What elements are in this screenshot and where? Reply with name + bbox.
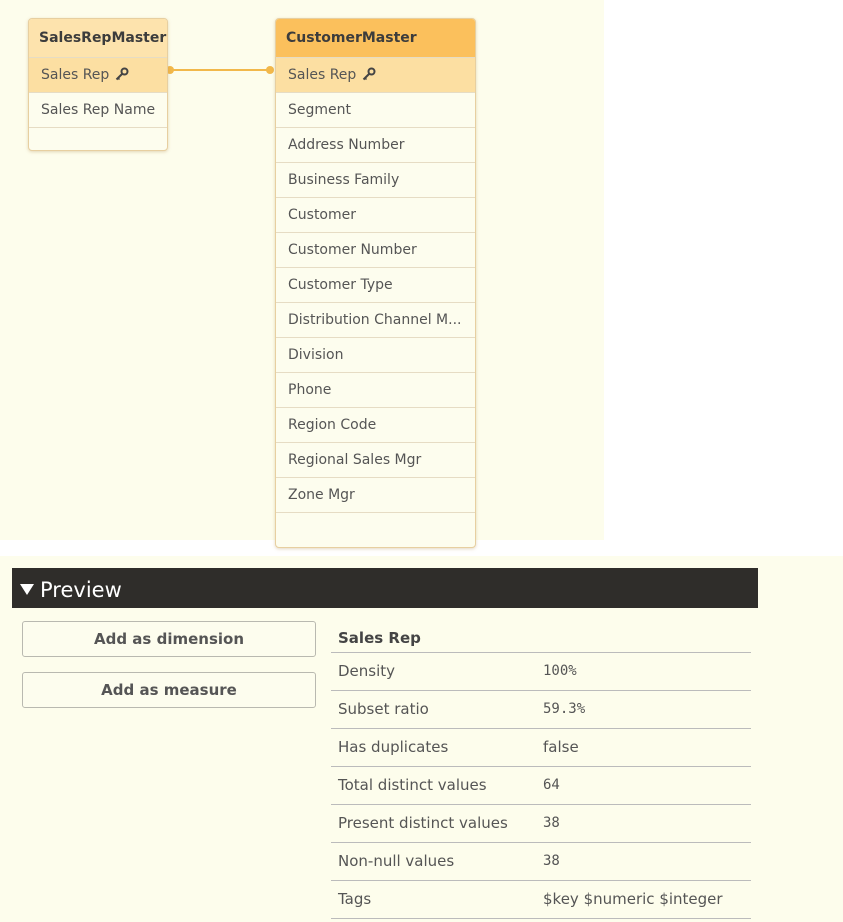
field-label: Sales Rep <box>288 67 357 83</box>
table-customermaster[interactable] <box>275 18 476 548</box>
property-value: 38 <box>543 815 560 831</box>
field-row[interactable]: Customer <box>276 197 475 232</box>
field-row-key[interactable] <box>29 57 167 92</box>
property-label: Tags <box>338 890 372 908</box>
key-icon <box>115 60 129 92</box>
property-label: Total distinct values <box>338 776 487 794</box>
property-value: 59.3% <box>543 701 586 717</box>
field-row[interactable]: Region Code <box>276 407 475 442</box>
property-label: Has duplicates <box>338 738 449 756</box>
property-value: 64 <box>543 777 560 793</box>
add-as-dimension-button[interactable]: Add as dimension <box>22 621 316 657</box>
field-row[interactable]: Division <box>276 337 475 372</box>
field-properties <box>331 624 751 919</box>
property-value: $key $numeric $integer <box>543 890 723 908</box>
property-label: Density <box>338 662 396 680</box>
data-model-canvas[interactable] <box>0 0 604 540</box>
property-label: Non-null values <box>338 852 455 870</box>
preview-toggle[interactable] <box>12 568 758 608</box>
field-row[interactable]: Zone Mgr <box>276 477 475 512</box>
field-row[interactable]: Business Family <box>276 162 475 197</box>
property-row-density <box>331 653 751 691</box>
table-title[interactable]: CustomerMaster <box>276 19 475 57</box>
field-row[interactable]: Customer Number <box>276 232 475 267</box>
key-icon <box>362 60 376 92</box>
preview-title: Preview <box>40 578 122 602</box>
field-row[interactable]: Sales Rep Name <box>29 92 167 127</box>
property-value: 38 <box>543 853 560 869</box>
field-row[interactable]: Regional Sales Mgr <box>276 442 475 477</box>
field-title: Sales Rep <box>331 624 751 653</box>
property-label: Present distinct values <box>338 814 508 832</box>
property-value: 100% <box>543 663 577 679</box>
property-row-non-null <box>331 843 751 881</box>
table-footer <box>276 512 475 547</box>
field-row[interactable]: Address Number <box>276 127 475 162</box>
property-row-total-distinct <box>331 767 751 805</box>
field-row[interactable]: Segment <box>276 92 475 127</box>
field-row[interactable]: Distribution Channel M... <box>276 302 475 337</box>
collapse-triangle-icon <box>20 568 34 608</box>
property-row-tags <box>331 881 751 919</box>
property-label: Subset ratio <box>338 700 429 718</box>
preview-panel <box>0 556 843 922</box>
property-row-subset-ratio <box>331 691 751 729</box>
property-row-has-duplicates <box>331 729 751 767</box>
property-value: false <box>543 738 579 756</box>
field-row[interactable]: Customer Type <box>276 267 475 302</box>
table-salesrepmaster[interactable] <box>28 18 168 151</box>
field-label: Sales Rep <box>41 67 110 83</box>
field-row[interactable]: Phone <box>276 372 475 407</box>
property-row-present-distinct <box>331 805 751 843</box>
table-footer <box>29 127 167 150</box>
field-row-key[interactable] <box>276 57 475 92</box>
table-title[interactable]: SalesRepMaster <box>29 19 167 57</box>
add-as-measure-button[interactable]: Add as measure <box>22 672 316 708</box>
